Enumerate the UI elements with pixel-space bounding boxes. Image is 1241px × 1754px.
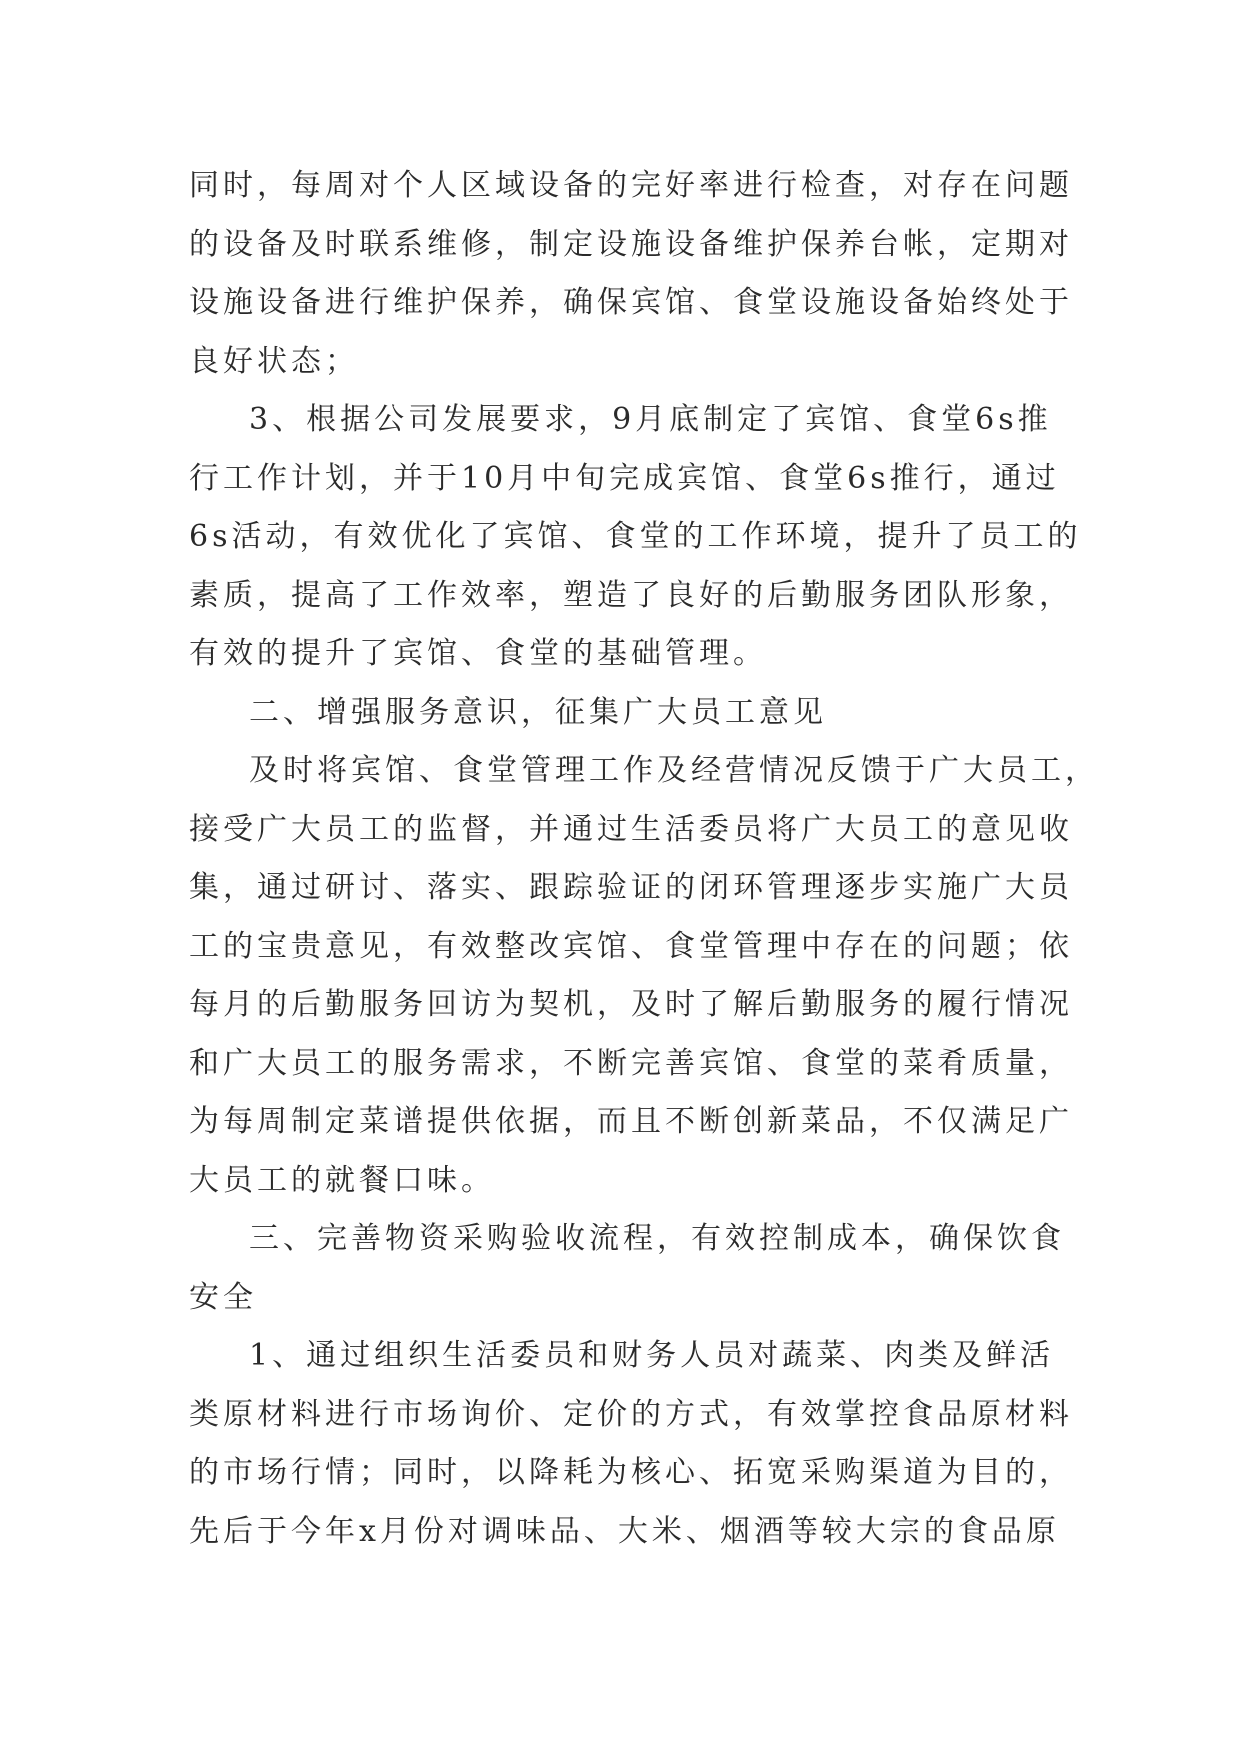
section-heading: 二、增强服务意识，征集广大员工意见: [249, 694, 827, 730]
text-line: 同时，每周对个人区域设备的完好率进行检查，对存在问题: [189, 168, 1073, 203]
text-line: 6s活动，有效优化了宾馆、食堂的工作环境，提升了员工的: [189, 519, 1082, 554]
text-line: 每月的后勤服务回访为契机，及时了解后勤服务的履行情况: [189, 987, 1073, 1022]
text-line: 为每周制定菜谱提供依据，而且不断创新菜品，不仅满足广: [189, 1104, 1073, 1139]
text-line: 大员工的就餐口味。: [189, 1162, 495, 1198]
text-line: 工的宝贵意见，有效整改宾馆、食堂管理中存在的问题；依: [189, 928, 1073, 964]
text-line: 3、根据公司发展要求，9月底制定了宾馆、食堂6s推: [249, 402, 1052, 437]
text-line: 良好状态；: [189, 343, 359, 379]
section-heading: 三、完善物资采购验收流程，有效控制成本，确保饮食: [249, 1221, 1065, 1256]
text-line: 和广大员工的服务需求，不断完善宾馆、食堂的菜肴质量，: [189, 1045, 1073, 1081]
text-line: 有效的提升了宾馆、食堂的基础管理。: [189, 636, 767, 671]
text-line: 设施设备进行维护保养，确保宾馆、食堂设施设备始终处于: [189, 285, 1073, 320]
text-line: 行工作计划，并于10月中旬完成宾馆、食堂6s推行，通过: [189, 460, 1060, 496]
text-line: 素质，提高了工作效率，塑造了良好的后勤服务团队形象，: [189, 577, 1073, 613]
text-line: 接受广大员工的监督，并通过生活委员将广大员工的意见收: [189, 811, 1073, 847]
text-line: 类原材料进行市场询价、定价的方式，有效掌控食品原材料: [189, 1396, 1073, 1432]
text-line: 先后于今年x月份对调味品、大米、烟酒等较大宗的食品原: [189, 1513, 1060, 1549]
text-line: 集，通过研讨、落实、跟踪验证的闭环管理逐步实施广大员: [189, 870, 1073, 905]
section-heading-continued: 安全: [189, 1279, 257, 1315]
document-body: [189, 157, 1099, 1561]
text-line: 的设备及时联系维修，制定设施设备维护保养台帐，定期对: [189, 226, 1073, 262]
text-line: 1、通过组织生活委员和财务人员对蔬菜、肉类及鲜活: [249, 1338, 1055, 1373]
text-line: 及时将宾馆、食堂管理工作及经营情况反馈于广大员工，: [249, 753, 1099, 788]
text-line: 的市场行情；同时，以降耗为核心、拓宽采购渠道为目的，: [189, 1455, 1073, 1490]
